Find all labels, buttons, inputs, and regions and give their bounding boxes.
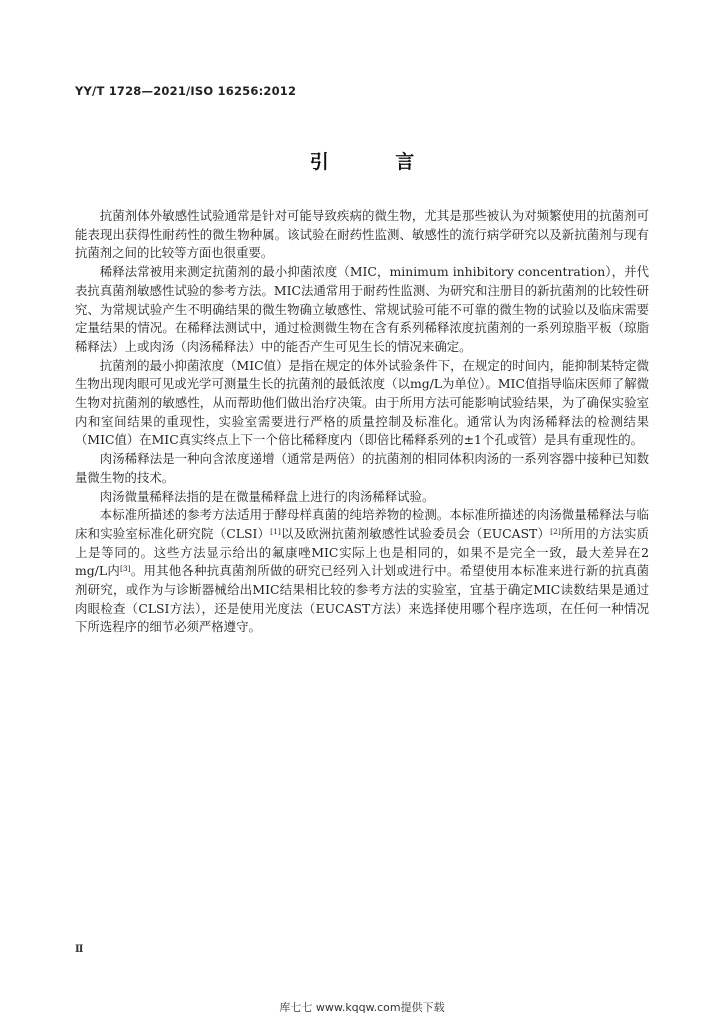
body-text: [75, 207, 649, 637]
download-watermark: 库七七 www.kqqw.com提供下载: [279, 1001, 445, 1014]
citation-ref: [2]: [550, 526, 561, 536]
paragraph-scope: 抗菌剂体外敏感性试验通常是针对可能导致疾病的微生物，尤其是那些被认为对频繁使用的抗菌剂可能表现出获得性耐药性的微生物种属。该试验在耐药性监测、敏感性的流行病学研究以及新抗菌剂与现有抗菌剂之间的比较等方面也很重要。: [75, 208, 649, 261]
paragraph-broth-dilution: 肉汤稀释法是一种向含浓度递增（通常是两倍）的抗菌剂的相同体积肉汤的一系列容器中接种已知数量微生物的技术。: [75, 451, 649, 485]
paragraph-text: 以及欧洲抗菌剂敏感性试验委员会（EUCAST）: [280, 525, 551, 541]
paragraph-broth-microdilution: 肉汤微量稀释法指的是在微量稀释盘上进行的肉汤稀释试验。: [99, 488, 435, 504]
paragraph-reference-method: [75, 506, 649, 637]
citation-ref: [3]: [119, 564, 131, 574]
paragraph-dilution-method: 稀释法常被用来测定抗菌剂的最小抑菌浓度（MIC，minimum inhibitory concentration），并代表抗真菌剂敏感性试验的参考方法。MIC法通常用于耐药性监测、为研究和注册目的新抗菌剂的比较性研究、为常规试验产生不明确结果的微生物确立敏感性、常规试验可能不可靠的微生物的试验以及临床需要定量结果的情况。在稀释法测试中，通过检测微生物在含有系列稀释浓度抗菌剂的一系列琼脂平板（琼脂稀释法）上或肉汤（肉汤稀释法）中的能否产生可见生长的情况来确定。: [75, 264, 649, 354]
paragraph-text: 。用其他各种抗真菌剂所做的研究已经列入计划或进行中。希望使用本标准来进行新的抗真菌剂研究，或作为与诊断器械给出MIC结果相比较的参考方法的实验室，宜基于确定MIC读数结果是通过肉眼检查（CLSI方法），还是使用光度法（EUCAST方法）来选择使用哪个程序选项，在任何一种情况下所选程序的细节必须严格遵守。: [75, 563, 649, 635]
paragraph-text: 本标准所描述的参考方法适用于酵母样真菌的纯培养物的检测。本标准所描述的肉汤微量稀释法与临床和实验室标准化研究院（CLSI）: [75, 507, 649, 541]
citation-ref: [1]: [270, 526, 281, 536]
paragraph-text: 所用的方法实质上是等同的。这些方法显示给出的氟康唑MIC实际上也是相同的，如果不是完全一致，最大差异在2 mg/L内: [75, 525, 650, 579]
page-number: Ⅱ: [75, 944, 84, 955]
standard-code: YY/T 1728—2021/ISO 16256:2012: [75, 84, 297, 98]
page-title: 引 言: [309, 151, 445, 173]
paragraph-mic-definition: 抗菌剂的最小抑菌浓度（MIC值）是指在规定的体外试验条件下，在规定的时间内，能抑制某特定微生物出现肉眼可见或光学可测量生长的抗菌剂的最低浓度（以mg/L为单位）。MIC值指导临床医师了解微生物对抗菌剂的敏感性，从而帮助他们做出治疗决策。由于所用方法可能影响试验结果，为了确保实验室内和室间结果的重现性，实验室需要进行严格的质量控制及标准化。通常认为肉汤稀释法的检测结果（MIC值）在MIC真实终点上下一个倍比稀释度内（即倍比稀释系列的±1个孔或管）是具有重现性的。: [75, 357, 649, 448]
